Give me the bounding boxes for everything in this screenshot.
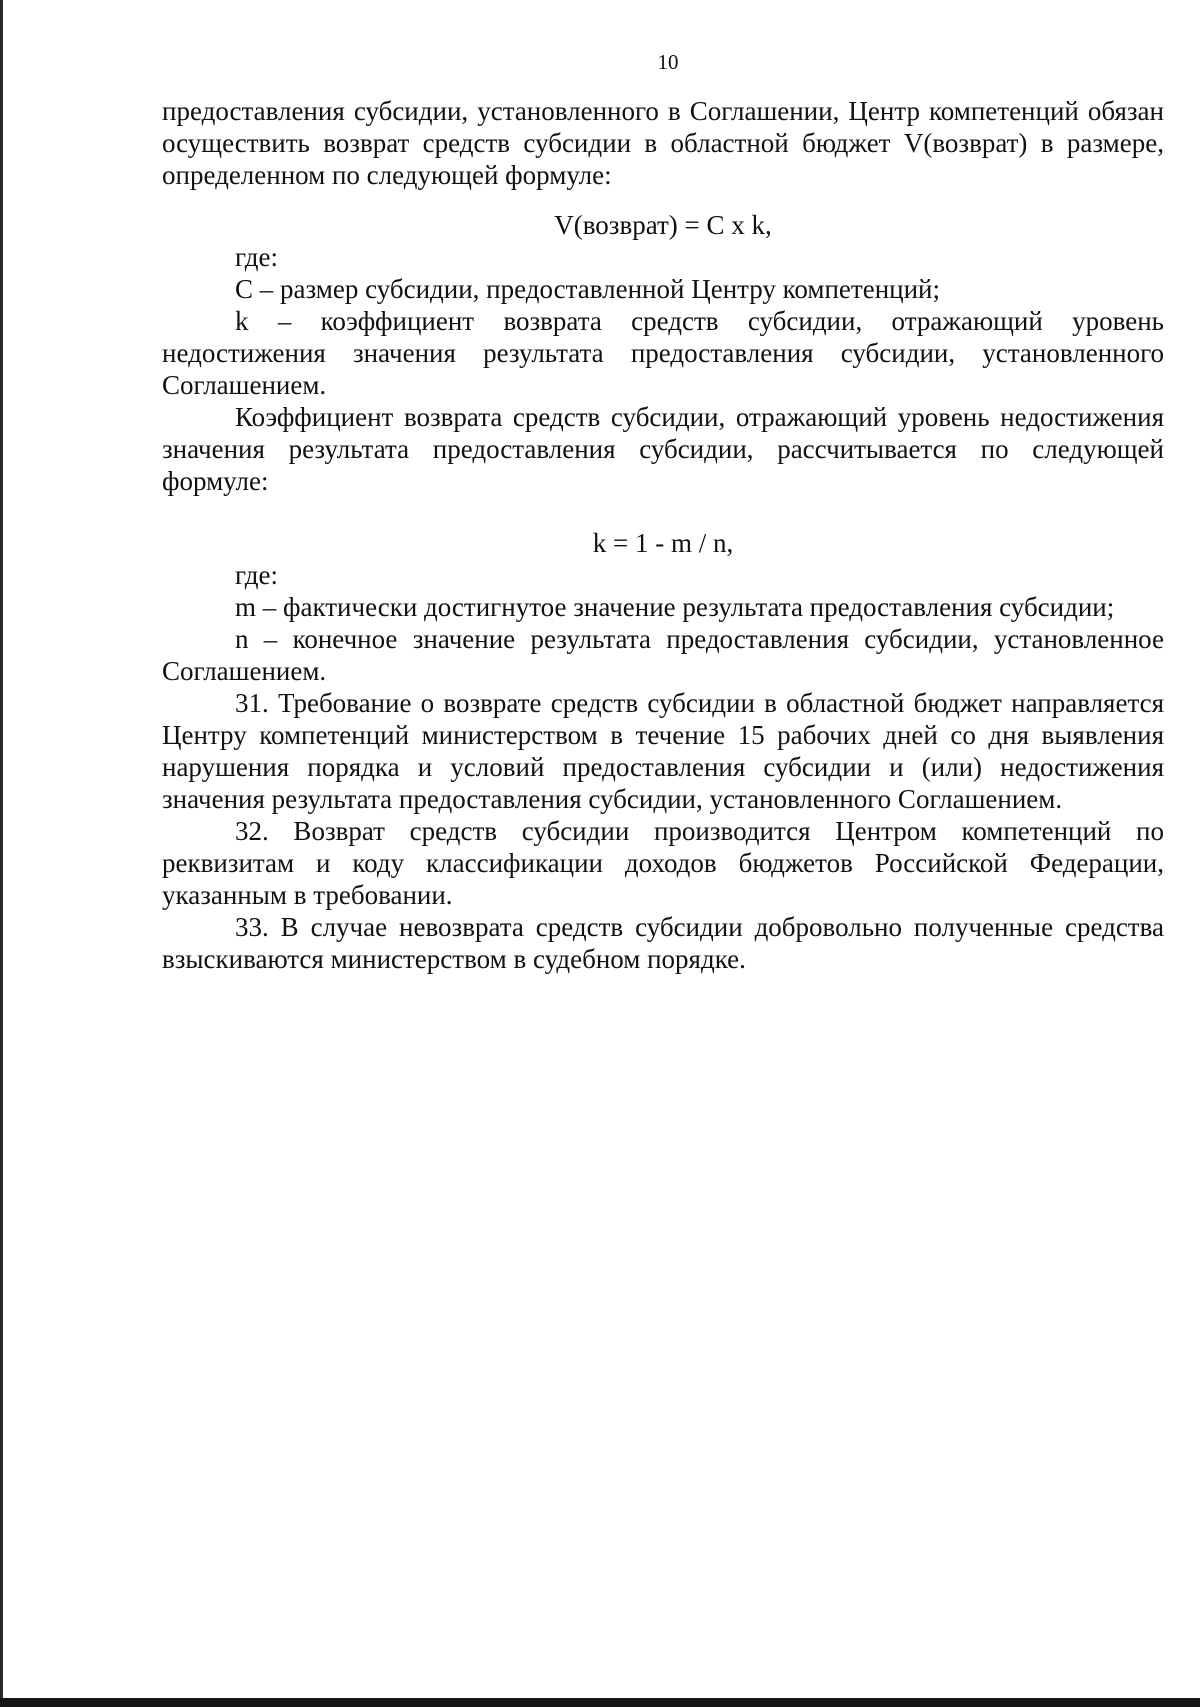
definition-k: k – коэффициент возврата средств субсидии, отражающий уровень недостижения значения результата предоставления субсидии, установленного Соглашением. [162,306,1164,400]
paragraph-intro: предоставления субсидии, установленного в Соглашении, Центр компетенций обязан осуществить возврат средств субсидии в областной бюджет V(возврат) в размере, определенном по следующей формуле: [162,96,1164,190]
paragraph-coefficient: Коэффициент возврата средств субсидии, отражающий уровень недостижения значения результата предоставления субсидии, рассчитывается по следующей формуле: [162,402,1164,496]
paragraph-33: 33. В случае невозврата средств субсидии добровольно полученные средства взыскиваются министерством в судебном порядке. [162,912,1164,974]
paragraph-32: 32. Возврат средств субсидии производится Центром компетенций по реквизитам и коду классификации доходов бюджетов Российской Федерации, указанным в требовании. [162,816,1164,910]
formula-coefficient: k = 1 - m / n, [592,528,734,558]
where-label: где: [235,242,278,272]
definition-n: n – конечное значение результата предоставления субсидии, установленное Соглашением. [162,624,1164,686]
where-label-2: где: [235,560,278,590]
document-body [162,95,1164,975]
paragraph-31: 31. Требование о возврате средств субсидии в областной бюджет направляется Центру компетенций министерством в течение 15 рабочих дней со дня выявления нарушения порядка и условий предоставления субсидии и (или) недостижения значения результата предоставления субсидии, установленного Соглашением. [162,688,1164,814]
scan-edge-bottom [0,1698,1200,1707]
definition-c: C – размер субсидии, предоставленной Центру компетенций; [235,274,940,304]
scan-edge-left [0,0,3,1707]
definition-m: m – фактически достигнутое значение результата предоставления субсидии; [235,592,1115,622]
page-number: 10 [657,50,679,74]
formula-refund: V(возврат) = C x k, [554,210,772,240]
